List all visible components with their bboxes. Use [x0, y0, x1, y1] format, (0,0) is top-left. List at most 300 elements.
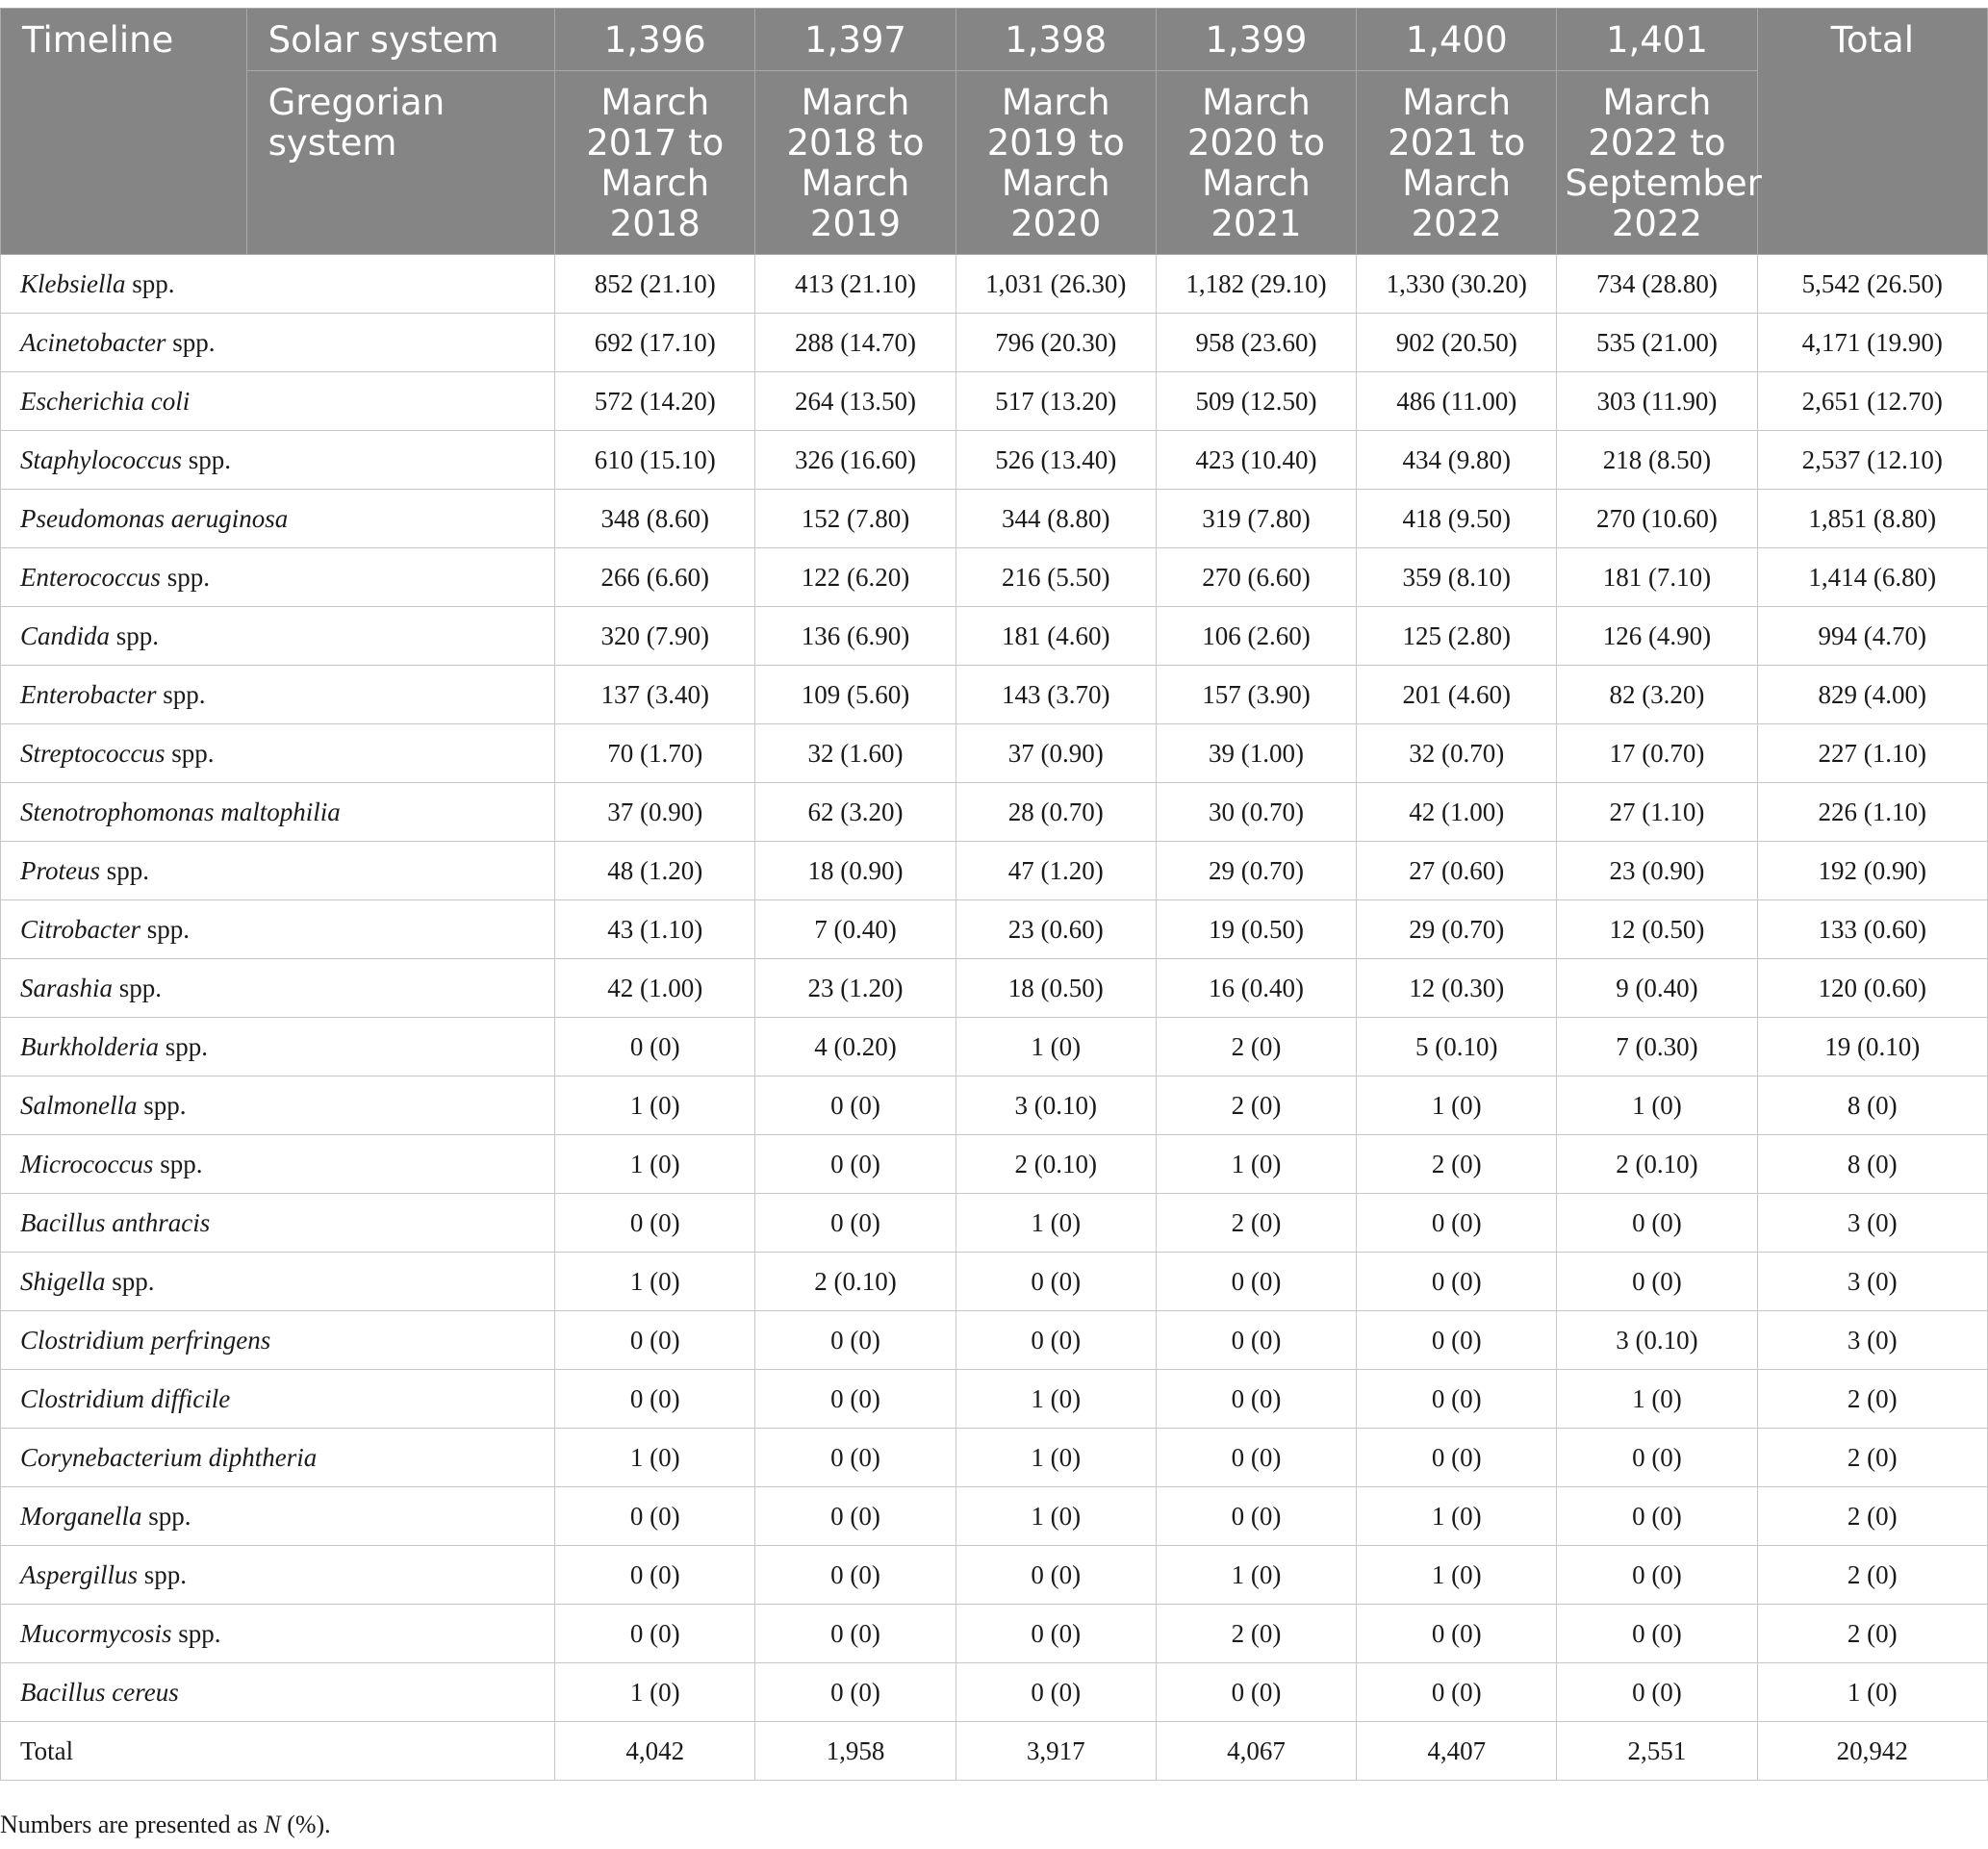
count-cell: 2 (0) — [1757, 1546, 1987, 1605]
organism-name-suffix: spp. — [137, 1090, 187, 1120]
organism-name-italic: Escherichia coli — [20, 386, 191, 416]
organism-name — [1, 666, 555, 724]
count-cell: 1,182 (29.10) — [1156, 255, 1356, 314]
table-row-total — [1, 1722, 1988, 1781]
organism-name — [1, 1076, 555, 1135]
count-cell: 0 (0) — [1357, 1663, 1557, 1722]
count-cell: 0 (0) — [555, 1487, 755, 1546]
count-cell: 1 (0) — [956, 1370, 1156, 1429]
organism-name — [1, 1194, 555, 1253]
count-cell: 23 (0.60) — [956, 900, 1156, 959]
count-cell: 0 (0) — [956, 1605, 1156, 1663]
count-cell: 0 (0) — [1156, 1487, 1356, 1546]
table-row — [1, 314, 1988, 372]
count-cell: 2 (0) — [1357, 1135, 1557, 1194]
count-cell: 1 (0) — [1156, 1135, 1356, 1194]
count-cell: 0 (0) — [755, 1311, 956, 1370]
count-cell: 19 (0.50) — [1156, 900, 1356, 959]
organism-name — [1, 1018, 555, 1076]
organism-name-italic: Shigella — [20, 1266, 106, 1296]
count-cell: 30 (0.70) — [1156, 783, 1356, 842]
total-cell: 3,917 — [956, 1722, 1156, 1781]
count-cell: 2 (0) — [1156, 1018, 1356, 1076]
count-cell: 2,651 (12.70) — [1757, 372, 1987, 431]
count-cell: 37 (0.90) — [555, 783, 755, 842]
organism-name — [1, 314, 555, 372]
count-cell: 0 (0) — [1557, 1253, 1757, 1311]
count-cell: 0 (0) — [1357, 1194, 1557, 1253]
count-cell: 4,171 (19.90) — [1757, 314, 1987, 372]
count-cell: 829 (4.00) — [1757, 666, 1987, 724]
count-cell: 226 (1.10) — [1757, 783, 1987, 842]
count-cell: 27 (1.10) — [1557, 783, 1757, 842]
count-cell: 0 (0) — [956, 1663, 1156, 1722]
header-gregorian-period: March 2018 to March 2019 — [755, 71, 956, 255]
count-cell: 4 (0.20) — [755, 1018, 956, 1076]
count-cell: 0 (0) — [755, 1663, 956, 1722]
table-row — [1, 959, 1988, 1018]
count-cell: 39 (1.00) — [1156, 724, 1356, 783]
organism-name — [1, 372, 555, 431]
organism-name-italic: Mucormycosis — [20, 1618, 172, 1648]
count-cell: 509 (12.50) — [1156, 372, 1356, 431]
organism-name-italic: Stenotrophomonas maltophilia — [20, 797, 341, 826]
header-solar-year: 1,398 — [956, 9, 1156, 71]
count-cell: 18 (0.50) — [956, 959, 1156, 1018]
table-row — [1, 1076, 1988, 1135]
organism-name-italic: Klebsiella — [20, 268, 126, 298]
count-cell: 1 (0) — [1357, 1487, 1557, 1546]
organism-name-italic: Candida — [20, 621, 111, 650]
count-cell: 734 (28.80) — [1557, 255, 1757, 314]
organism-name-italic: Burkholderia — [20, 1031, 159, 1061]
count-cell: 0 (0) — [755, 1487, 956, 1546]
count-cell: 18 (0.90) — [755, 842, 956, 900]
count-cell: 3 (0) — [1757, 1194, 1987, 1253]
organism-name-suffix: spp. — [141, 1501, 191, 1531]
count-cell: 125 (2.80) — [1357, 607, 1557, 666]
organism-name-italic: Acinetobacter — [20, 327, 166, 357]
organism-name-suffix: spp. — [113, 973, 163, 1002]
organism-name-italic: Micrococcus — [20, 1149, 154, 1178]
count-cell: 320 (7.90) — [555, 607, 755, 666]
count-cell: 610 (15.10) — [555, 431, 755, 490]
count-cell: 0 (0) — [1357, 1253, 1557, 1311]
count-cell: 0 (0) — [555, 1018, 755, 1076]
organism-name-italic: Sarashia — [20, 973, 114, 1002]
organism-name — [1, 431, 555, 490]
table-row — [1, 1429, 1988, 1487]
table-body — [1, 255, 1988, 1781]
table-row — [1, 1663, 1988, 1722]
organism-name-italic: Enterobacter — [20, 679, 157, 709]
count-cell: 17 (0.70) — [1557, 724, 1757, 783]
count-cell: 2 (0) — [1156, 1076, 1356, 1135]
header-gregorian-period: March 2019 to March 2020 — [956, 71, 1156, 255]
count-cell: 1 (0) — [956, 1487, 1156, 1546]
header-gregorian-period: March 2017 to March 2018 — [555, 71, 755, 255]
total-cell: 2,551 — [1557, 1722, 1757, 1781]
count-cell: 47 (1.20) — [956, 842, 1156, 900]
count-cell: 43 (1.10) — [555, 900, 755, 959]
table-row — [1, 900, 1988, 959]
count-cell: 3 (0) — [1757, 1311, 1987, 1370]
count-cell: 572 (14.20) — [555, 372, 755, 431]
header-gregorian-period: March 2021 to March 2022 — [1357, 71, 1557, 255]
count-cell: 32 (1.60) — [755, 724, 956, 783]
count-cell: 288 (14.70) — [755, 314, 956, 372]
count-cell: 152 (7.80) — [755, 490, 956, 548]
count-cell: 2 (0) — [1757, 1429, 1987, 1487]
organism-name — [1, 842, 555, 900]
count-cell: 0 (0) — [956, 1253, 1156, 1311]
count-cell: 418 (9.50) — [1357, 490, 1557, 548]
count-cell: 0 (0) — [555, 1370, 755, 1429]
count-cell: 0 (0) — [755, 1546, 956, 1605]
table-row — [1, 1194, 1988, 1253]
count-cell: 19 (0.10) — [1757, 1018, 1987, 1076]
count-cell: 1,851 (8.80) — [1757, 490, 1987, 548]
count-cell: 434 (9.80) — [1357, 431, 1557, 490]
count-cell: 82 (3.20) — [1557, 666, 1757, 724]
organism-name — [1, 1135, 555, 1194]
header-gregorian-system: Gregorian system — [246, 71, 555, 255]
count-cell: 37 (0.90) — [956, 724, 1156, 783]
count-cell: 157 (3.90) — [1156, 666, 1356, 724]
organism-name-italic: Pseudomonas aeruginosa — [20, 503, 289, 533]
organism-name-suffix: spp. — [166, 327, 216, 357]
count-cell: 2 (0) — [1757, 1487, 1987, 1546]
count-cell: 1 (0) — [555, 1135, 755, 1194]
count-cell: 218 (8.50) — [1557, 431, 1757, 490]
organism-name — [1, 548, 555, 607]
organism-name — [1, 1370, 555, 1429]
organism-name — [1, 1605, 555, 1663]
count-cell: 1 (0) — [956, 1194, 1156, 1253]
count-cell: 126 (4.90) — [1557, 607, 1757, 666]
count-cell: 0 (0) — [1557, 1663, 1757, 1722]
header-total: Total — [1757, 9, 1987, 255]
count-cell: 7 (0.40) — [755, 900, 956, 959]
count-cell: 1 (0) — [555, 1663, 755, 1722]
count-cell: 526 (13.40) — [956, 431, 1156, 490]
organism-name-suffix: spp. — [165, 738, 215, 768]
count-cell: 28 (0.70) — [956, 783, 1156, 842]
organism-name — [1, 1429, 555, 1487]
organism-name — [1, 1663, 555, 1722]
count-cell: 42 (1.00) — [555, 959, 755, 1018]
count-cell: 0 (0) — [555, 1546, 755, 1605]
count-cell: 2 (0) — [1757, 1605, 1987, 1663]
footnote-suffix: (%). — [280, 1811, 331, 1838]
count-cell: 348 (8.60) — [555, 490, 755, 548]
count-cell: 7 (0.30) — [1557, 1018, 1757, 1076]
count-cell: 8 (0) — [1757, 1076, 1987, 1135]
count-cell: 266 (6.60) — [555, 548, 755, 607]
table-row — [1, 1135, 1988, 1194]
header-solar-year: 1,396 — [555, 9, 755, 71]
total-label: Total — [1, 1722, 555, 1781]
organism-name-suffix: spp. — [105, 1266, 155, 1296]
table-row — [1, 607, 1988, 666]
count-cell: 42 (1.00) — [1357, 783, 1557, 842]
table-row — [1, 431, 1988, 490]
count-cell: 1,414 (6.80) — [1757, 548, 1987, 607]
count-cell: 8 (0) — [1757, 1135, 1987, 1194]
organism-name-suffix: spp. — [125, 268, 175, 298]
count-cell: 201 (4.60) — [1357, 666, 1557, 724]
count-cell: 3 (0.10) — [956, 1076, 1156, 1135]
count-cell: 181 (4.60) — [956, 607, 1156, 666]
count-cell: 0 (0) — [1357, 1370, 1557, 1429]
count-cell: 0 (0) — [956, 1311, 1156, 1370]
count-cell: 9 (0.40) — [1557, 959, 1757, 1018]
organism-name-suffix: spp. — [171, 1618, 221, 1648]
table-row — [1, 1487, 1988, 1546]
count-cell: 1 (0) — [956, 1429, 1156, 1487]
count-cell: 270 (10.60) — [1557, 490, 1757, 548]
total-cell: 4,042 — [555, 1722, 755, 1781]
count-cell: 0 (0) — [555, 1194, 755, 1253]
organism-name-suffix: spp. — [160, 562, 210, 592]
count-cell: 62 (3.20) — [755, 783, 956, 842]
count-cell: 326 (16.60) — [755, 431, 956, 490]
data-table — [0, 8, 1988, 1781]
count-cell: 192 (0.90) — [1757, 842, 1987, 900]
count-cell: 29 (0.70) — [1156, 842, 1356, 900]
header-timeline: Timeline — [1, 9, 247, 255]
count-cell: 0 (0) — [1357, 1605, 1557, 1663]
count-cell: 319 (7.80) — [1156, 490, 1356, 548]
count-cell: 1 (0) — [1557, 1370, 1757, 1429]
count-cell: 1 (0) — [1357, 1546, 1557, 1605]
organism-name-italic: Clostridium perfringens — [20, 1325, 271, 1355]
count-cell: 692 (17.10) — [555, 314, 755, 372]
count-cell: 23 (0.90) — [1557, 842, 1757, 900]
organism-name — [1, 607, 555, 666]
table-row — [1, 1546, 1988, 1605]
count-cell: 796 (20.30) — [956, 314, 1156, 372]
count-cell: 535 (21.00) — [1557, 314, 1757, 372]
count-cell: 359 (8.10) — [1357, 548, 1557, 607]
organism-name-italic: Salmonella — [20, 1090, 138, 1120]
organism-name-suffix: spp. — [140, 914, 191, 944]
count-cell: 70 (1.70) — [555, 724, 755, 783]
header-solar-year: 1,400 — [1357, 9, 1557, 71]
count-cell: 1 (0) — [555, 1253, 755, 1311]
organism-name — [1, 255, 555, 314]
organism-name-suffix: spp. — [138, 1559, 188, 1589]
count-cell: 1 (0) — [1757, 1663, 1987, 1722]
organism-name-italic: Proteus — [20, 855, 100, 885]
table-row — [1, 1311, 1988, 1370]
count-cell: 0 (0) — [755, 1194, 956, 1253]
count-cell: 486 (11.00) — [1357, 372, 1557, 431]
count-cell: 0 (0) — [1156, 1429, 1356, 1487]
total-cell: 20,942 — [1757, 1722, 1987, 1781]
count-cell: 12 (0.30) — [1357, 959, 1557, 1018]
count-cell: 2 (0) — [1156, 1194, 1356, 1253]
count-cell: 0 (0) — [956, 1546, 1156, 1605]
table-row — [1, 548, 1988, 607]
organism-name-italic: Clostridium difficile — [20, 1383, 231, 1413]
count-cell: 0 (0) — [1557, 1194, 1757, 1253]
header-solar-year: 1,401 — [1557, 9, 1757, 71]
count-cell: 958 (23.60) — [1156, 314, 1356, 372]
count-cell: 16 (0.40) — [1156, 959, 1356, 1018]
count-cell: 3 (0) — [1757, 1253, 1987, 1311]
count-cell: 0 (0) — [1156, 1311, 1356, 1370]
count-cell: 303 (11.90) — [1557, 372, 1757, 431]
table-row — [1, 1605, 1988, 1663]
count-cell: 0 (0) — [1557, 1546, 1757, 1605]
count-cell: 2 (0.10) — [755, 1253, 956, 1311]
count-cell: 181 (7.10) — [1557, 548, 1757, 607]
count-cell: 5,542 (26.50) — [1757, 255, 1987, 314]
count-cell: 517 (13.20) — [956, 372, 1156, 431]
count-cell: 1 (0) — [555, 1429, 755, 1487]
table-row — [1, 490, 1988, 548]
count-cell: 1 (0) — [1156, 1546, 1356, 1605]
count-cell: 0 (0) — [755, 1076, 956, 1135]
header-solar-year: 1,399 — [1156, 9, 1356, 71]
count-cell: 122 (6.20) — [755, 548, 956, 607]
total-cell: 4,407 — [1357, 1722, 1557, 1781]
organism-name — [1, 490, 555, 548]
table-container — [0, 8, 1988, 1781]
count-cell: 29 (0.70) — [1357, 900, 1557, 959]
organism-name-italic: Citrobacter — [20, 914, 140, 944]
footnote-italic: N — [264, 1811, 281, 1838]
organism-name — [1, 1253, 555, 1311]
count-cell: 48 (1.20) — [555, 842, 755, 900]
count-cell: 1 (0) — [1357, 1076, 1557, 1135]
count-cell: 264 (13.50) — [755, 372, 956, 431]
count-cell: 2 (0.10) — [956, 1135, 1156, 1194]
count-cell: 0 (0) — [1557, 1605, 1757, 1663]
footnote-prefix: Numbers are presented as — [0, 1811, 265, 1838]
count-cell: 852 (21.10) — [555, 255, 755, 314]
count-cell: 1,330 (30.20) — [1357, 255, 1557, 314]
count-cell: 32 (0.70) — [1357, 724, 1557, 783]
count-cell: 23 (1.20) — [755, 959, 956, 1018]
count-cell: 0 (0) — [1557, 1429, 1757, 1487]
organism-name-italic: Enterococcus — [20, 562, 161, 592]
count-cell: 2,537 (12.10) — [1757, 431, 1987, 490]
table-row — [1, 1018, 1988, 1076]
count-cell: 1 (0) — [1557, 1076, 1757, 1135]
count-cell: 2 (0.10) — [1557, 1135, 1757, 1194]
organism-name-italic: Streptococcus — [20, 738, 166, 768]
count-cell: 136 (6.90) — [755, 607, 956, 666]
count-cell: 2 (0) — [1757, 1370, 1987, 1429]
count-cell: 0 (0) — [1357, 1311, 1557, 1370]
table-row — [1, 666, 1988, 724]
count-cell: 1 (0) — [555, 1076, 755, 1135]
count-cell: 413 (21.10) — [755, 255, 956, 314]
count-cell: 0 (0) — [755, 1135, 956, 1194]
table-row — [1, 372, 1988, 431]
count-cell: 902 (20.50) — [1357, 314, 1557, 372]
count-cell: 0 (0) — [1156, 1663, 1356, 1722]
count-cell: 109 (5.60) — [755, 666, 956, 724]
organism-name — [1, 783, 555, 842]
organism-name — [1, 1487, 555, 1546]
total-cell: 1,958 — [755, 1722, 956, 1781]
header-solar-system: Solar system — [246, 9, 555, 71]
organism-name-italic: Aspergillus — [20, 1559, 139, 1589]
organism-name-suffix: spp. — [156, 679, 206, 709]
count-cell: 216 (5.50) — [956, 548, 1156, 607]
organism-name — [1, 1311, 555, 1370]
header-solar-year: 1,397 — [755, 9, 956, 71]
organism-name-suffix: spp. — [158, 1031, 208, 1061]
count-cell: 27 (0.60) — [1357, 842, 1557, 900]
count-cell: 0 (0) — [755, 1429, 956, 1487]
count-cell: 994 (4.70) — [1757, 607, 1987, 666]
count-cell: 1,031 (26.30) — [956, 255, 1156, 314]
count-cell: 2 (0) — [1156, 1605, 1356, 1663]
organism-name-suffix: spp. — [100, 855, 150, 885]
table-header — [1, 9, 1988, 255]
organism-name-italic: Bacillus cereus — [20, 1677, 179, 1707]
count-cell: 423 (10.40) — [1156, 431, 1356, 490]
organism-name-suffix: spp. — [110, 621, 160, 650]
table-row — [1, 1253, 1988, 1311]
count-cell: 344 (8.80) — [956, 490, 1156, 548]
organism-name-italic: Corynebacterium diphtheria — [20, 1442, 318, 1472]
count-cell: 143 (3.70) — [956, 666, 1156, 724]
organism-name — [1, 1546, 555, 1605]
table-row — [1, 783, 1988, 842]
table-row — [1, 1370, 1988, 1429]
count-cell: 0 (0) — [555, 1311, 755, 1370]
count-cell: 0 (0) — [1557, 1487, 1757, 1546]
organism-name — [1, 959, 555, 1018]
count-cell: 137 (3.40) — [555, 666, 755, 724]
count-cell: 12 (0.50) — [1557, 900, 1757, 959]
organism-name — [1, 900, 555, 959]
organism-name-italic: Staphylococcus — [20, 444, 182, 474]
count-cell: 120 (0.60) — [1757, 959, 1987, 1018]
count-cell: 3 (0.10) — [1557, 1311, 1757, 1370]
header-gregorian-period: March 2020 to March 2021 — [1156, 71, 1356, 255]
organism-name-italic: Bacillus anthracis — [20, 1207, 211, 1237]
count-cell: 0 (0) — [1156, 1370, 1356, 1429]
count-cell: 5 (0.10) — [1357, 1018, 1557, 1076]
table-row — [1, 842, 1988, 900]
count-cell: 1 (0) — [956, 1018, 1156, 1076]
organism-name-suffix: spp. — [153, 1149, 203, 1178]
count-cell: 106 (2.60) — [1156, 607, 1356, 666]
count-cell: 133 (0.60) — [1757, 900, 1987, 959]
count-cell: 0 (0) — [1156, 1253, 1356, 1311]
organism-name-suffix: spp. — [181, 444, 231, 474]
table-row — [1, 255, 1988, 314]
organism-name-italic: Morganella — [20, 1501, 142, 1531]
table-row — [1, 724, 1988, 783]
count-cell: 227 (1.10) — [1757, 724, 1987, 783]
header-gregorian-period: March 2022 to September 2022 — [1557, 71, 1757, 255]
organism-name — [1, 724, 555, 783]
total-cell: 4,067 — [1156, 1722, 1356, 1781]
count-cell: 0 (0) — [755, 1370, 956, 1429]
count-cell: 0 (0) — [555, 1605, 755, 1663]
count-cell: 0 (0) — [1357, 1429, 1557, 1487]
count-cell: 270 (6.60) — [1156, 548, 1356, 607]
count-cell: 0 (0) — [755, 1605, 956, 1663]
table-footnote — [0, 1811, 331, 1839]
